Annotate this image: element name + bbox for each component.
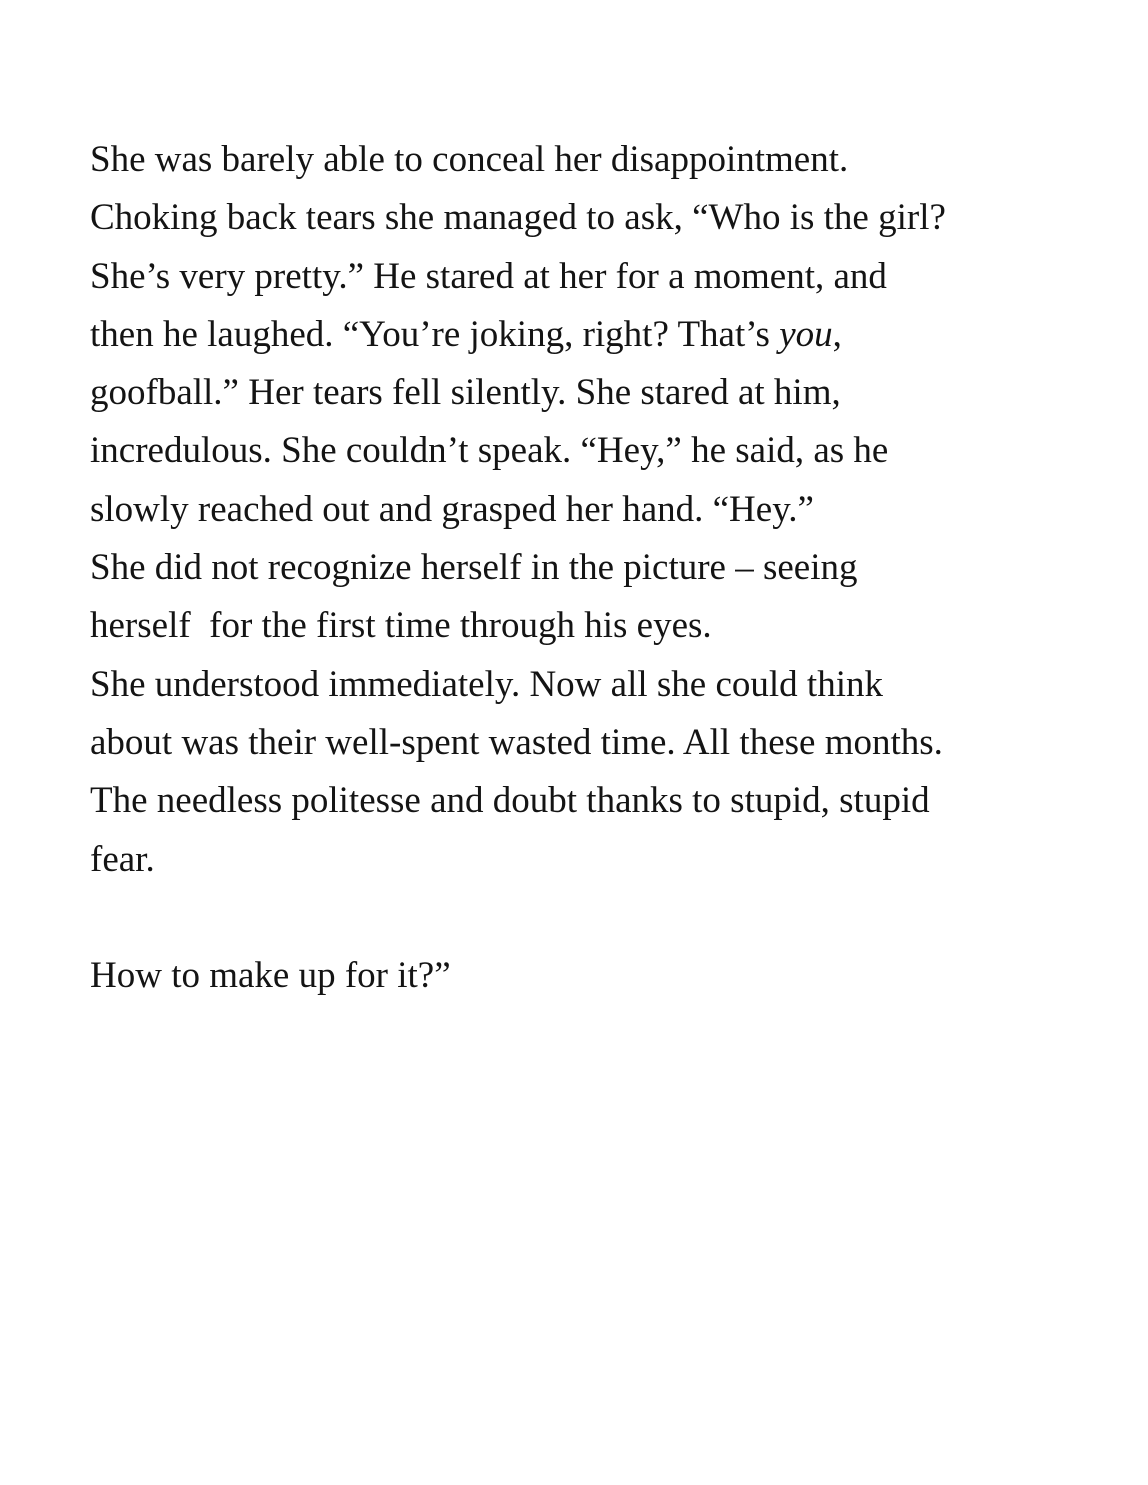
text-line-5: goofball.” Her tears fell silently. She stared at him, xyxy=(90,372,841,414)
text-line-9: herself for the first time through his eyes. xyxy=(90,605,712,647)
text-line-7: slowly reached out and grasped her hand. “Hey.” xyxy=(90,488,814,530)
text-line-4-before: then he laughed. “You’re joking, right? That’s xyxy=(90,313,780,355)
text-line-4 xyxy=(90,306,1090,364)
text-line-2: Choking back tears she managed to ask, “Who is the girl? xyxy=(90,197,946,239)
text-line-3: She’s very pretty.” He stared at her for a moment, and xyxy=(90,255,887,297)
final-line: How to make up for it?” xyxy=(90,955,451,997)
text-line-12: The needless politesse and doubt thanks to stupid, stupid xyxy=(90,780,930,822)
text-line-13: fear. xyxy=(90,838,155,880)
text-line-10: She understood immediately. Now all she could think xyxy=(90,663,883,705)
text-line-8: She did not recognize herself in the picture – seeing xyxy=(90,547,858,589)
body-text xyxy=(90,131,1090,1005)
text-line-11: about was their well-spent wasted time. All these months. xyxy=(90,721,943,763)
emphasized-word: you xyxy=(779,313,833,355)
text-line-4-after: , xyxy=(832,313,842,355)
text-line-1: She was barely able to conceal her disappointment. xyxy=(90,139,849,180)
paragraph-gap xyxy=(90,889,1090,947)
text-line-6: incredulous. She couldn’t speak. “Hey,” he said, as he xyxy=(90,430,889,472)
